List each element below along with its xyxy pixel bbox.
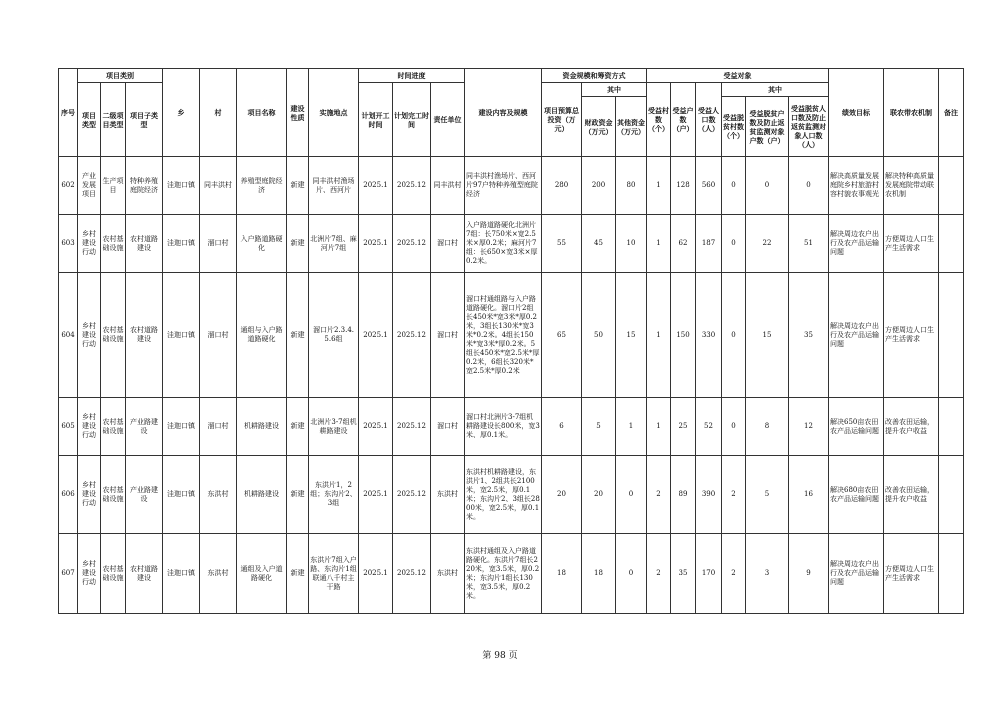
header-budget: 项目预算总投资（万元） — [542, 83, 582, 157]
cell-type: 乡村建设行动 — [78, 215, 101, 273]
cell-budget: 20 — [542, 456, 582, 534]
cell-unit: 东洪村 — [431, 534, 465, 614]
cell-pp: 51 — [789, 215, 829, 273]
cell-end: 2025.12 — [393, 215, 431, 273]
cell-location: 北洲片3-7组机耕路建设 — [309, 398, 359, 456]
cell-link: 方便周边人口生产生活需求 — [884, 534, 939, 614]
cell-town: 洼迦口镇 — [163, 157, 200, 215]
cell-name: 养殖型庭院经济 — [237, 157, 287, 215]
cell-bh: 62 — [671, 215, 696, 273]
header-project-name: 项目名称 — [237, 69, 287, 157]
header-project-type: 项目类型 — [78, 83, 101, 157]
cell-town: 洼迦口镇 — [163, 273, 200, 398]
cell-remarks — [939, 157, 964, 215]
cell-pv: 0 — [722, 215, 746, 273]
header-ben-villages: 受益村数（个） — [647, 83, 671, 157]
cell-bh: 150 — [671, 273, 696, 398]
cell-nature: 新建 — [287, 456, 309, 534]
cell-ph: 15 — [746, 273, 789, 398]
cell-fiscal: 18 — [582, 534, 616, 614]
cell-sub: 农村道路建设 — [126, 273, 163, 398]
cell-start: 2025.1 — [359, 534, 393, 614]
cell-nature: 新建 — [287, 398, 309, 456]
cell-start: 2025.1 — [359, 398, 393, 456]
cell-link: 改善农田运输，提升农户收益 — [884, 398, 939, 456]
cell-nature: 新建 — [287, 215, 309, 273]
cell-end: 2025.12 — [393, 456, 431, 534]
cell-l2: 农村基础设施 — [101, 456, 126, 534]
cell-unit: 溜口村 — [431, 398, 465, 456]
header-poor-villages: 受益脱贫村数（个） — [722, 97, 746, 157]
cell-sub: 农村道路建设 — [126, 215, 163, 273]
table-row — [59, 273, 964, 398]
cell-start: 2025.1 — [359, 157, 393, 215]
cell-end: 2025.12 — [393, 534, 431, 614]
cell-remarks — [939, 273, 964, 398]
cell-town: 洼迦口镇 — [163, 456, 200, 534]
cell-ph: 0 — [746, 157, 789, 215]
cell-l2: 生产项目 — [101, 157, 126, 215]
cell-village: 东洪村 — [200, 534, 237, 614]
cell-location: 北洲片7组、麻河片7组 — [309, 215, 359, 273]
cell-start: 2025.1 — [359, 215, 393, 273]
cell-bp: 330 — [696, 273, 722, 398]
cell-sub: 产业路建设 — [126, 398, 163, 456]
header-location: 实施地点 — [309, 69, 359, 157]
cell-seq: 606 — [59, 456, 78, 534]
cell-name: 通组与入户路道路硬化 — [237, 273, 287, 398]
header-linkage: 联农带农机制 — [884, 69, 939, 157]
cell-end: 2025.12 — [393, 273, 431, 398]
cell-seq: 604 — [59, 273, 78, 398]
table-row — [59, 534, 964, 614]
cell-ph: 8 — [746, 398, 789, 456]
cell-bv: 2 — [647, 534, 671, 614]
cell-budget: 18 — [542, 534, 582, 614]
header-of-which: 其中 — [582, 83, 647, 97]
cell-content: 东洪村机耕路建设，东洪片1、2组共长2100米，宽2.5米，厚0.1米；东沟片2、3组长2800米，宽2.5米，厚0.1米。 — [465, 456, 542, 534]
page-number: 第 98 页 — [482, 651, 518, 661]
cell-name: 机耕路建设 — [237, 398, 287, 456]
cell-l2: 农村基础设施 — [101, 398, 126, 456]
cell-budget: 65 — [542, 273, 582, 398]
header-seq: 序号 — [59, 69, 78, 157]
cell-ph: 5 — [746, 456, 789, 534]
header-other: 其他资金（万元） — [616, 97, 647, 157]
cell-unit: 同丰洪村 — [431, 157, 465, 215]
cell-name: 通组及入户道路硬化 — [237, 534, 287, 614]
cell-type: 乡村建设行动 — [78, 456, 101, 534]
header-township: 乡 — [163, 69, 200, 157]
cell-end: 2025.12 — [393, 398, 431, 456]
cell-other: 0 — [616, 534, 647, 614]
header-level2-type: 二级项目类型 — [101, 83, 126, 157]
cell-pv: 0 — [722, 157, 746, 215]
header-end: 计划完工时间 — [393, 83, 431, 157]
cell-seq: 605 — [59, 398, 78, 456]
cell-location: 溜口片2.3.4.5.6组 — [309, 273, 359, 398]
header-start: 计划开工时间 — [359, 83, 393, 157]
header-sub-type: 项目子类型 — [126, 83, 163, 157]
table-row — [59, 157, 964, 215]
header-project-category: 项目类别 — [78, 69, 163, 83]
cell-village: 同丰洪村 — [200, 157, 237, 215]
cell-goal: 解决周边农户出行及农产品运输问题 — [829, 215, 884, 273]
cell-unit: 溜口村 — [431, 215, 465, 273]
cell-town: 洼迦口镇 — [163, 215, 200, 273]
cell-other: 1 — [616, 398, 647, 456]
cell-content: 溜口村北洲片3-7组机耕路建设长800米，宽3米、厚0.1米。 — [465, 398, 542, 456]
header-of-which-2: 其中 — [722, 83, 829, 97]
header-ben-population: 受益人口数（人） — [696, 83, 722, 157]
cell-location: 东洪片1，2组；东沟片2、3组 — [309, 456, 359, 534]
cell-type: 乡村建设行动 — [78, 534, 101, 614]
cell-bv: 1 — [647, 273, 671, 398]
cell-bp: 170 — [696, 534, 722, 614]
cell-goal: 解决周边农户出行及农产品运输问题 — [829, 534, 884, 614]
cell-pv: 2 — [722, 456, 746, 534]
cell-type: 产业发展项目 — [78, 157, 101, 215]
cell-remarks — [939, 534, 964, 614]
cell-location: 同丰洪村渔场片、西河片 — [309, 157, 359, 215]
cell-town: 洼迦口镇 — [163, 398, 200, 456]
header-ben-households: 受益户数（户） — [671, 83, 696, 157]
cell-sub: 产业路建设 — [126, 456, 163, 534]
header-beneficiaries: 受益对象 — [647, 69, 829, 83]
cell-other: 10 — [616, 215, 647, 273]
cell-village: 溜口村 — [200, 273, 237, 398]
cell-content: 东洪村通组及入户路道路硬化。东洪片7组长220米，宽3.5米，厚0.2米；东沟片1组长130米，宽3.5米，厚0.2米。 — [465, 534, 542, 614]
cell-goal: 解决650亩农田农产品运输问题 — [829, 398, 884, 456]
table-row — [59, 456, 964, 534]
cell-pv: 0 — [722, 398, 746, 456]
cell-bp: 52 — [696, 398, 722, 456]
cell-fiscal: 50 — [582, 273, 616, 398]
cell-content: 溜口村通组路与入户路道路硬化。溜口片2组长450米*宽3米*厚0.2米，3组长130米*宽3米*0.2米。4组长150米*宽3米*厚0.2米。5组长450米*宽2.5米*厚0.2米，6组长320米*宽2.5米*厚0.2米 — [465, 273, 542, 398]
cell-goal: 解决680亩农田农产品运输问题 — [829, 456, 884, 534]
cell-other: 0 — [616, 456, 647, 534]
cell-bh: 35 — [671, 534, 696, 614]
cell-name: 入户路道路硬化 — [237, 215, 287, 273]
cell-fiscal: 200 — [582, 157, 616, 215]
table-row — [59, 398, 964, 456]
header-goal: 绩效目标 — [829, 69, 884, 157]
cell-l2: 农村基础设施 — [101, 273, 126, 398]
cell-bh: 89 — [671, 456, 696, 534]
cell-seq: 607 — [59, 534, 78, 614]
cell-name: 机耕路建设 — [237, 456, 287, 534]
cell-town: 洼迦口镇 — [163, 534, 200, 614]
cell-sub: 特种养殖庭院经济 — [126, 157, 163, 215]
cell-pv: 2 — [722, 534, 746, 614]
cell-bp: 390 — [696, 456, 722, 534]
cell-nature: 新建 — [287, 273, 309, 398]
cell-content: 同丰洪村渔场片、西河片97户特种养殖型庭院经济 — [465, 157, 542, 215]
cell-budget: 6 — [542, 398, 582, 456]
cell-budget: 55 — [542, 215, 582, 273]
cell-remarks — [939, 398, 964, 456]
cell-other: 80 — [616, 157, 647, 215]
cell-seq: 603 — [59, 215, 78, 273]
cell-l2: 农村基础设施 — [101, 534, 126, 614]
cell-type: 乡村建设行动 — [78, 398, 101, 456]
cell-remarks — [939, 456, 964, 534]
cell-goal: 解决周边农户出行及农产品运输问题 — [829, 273, 884, 398]
cell-nature: 新建 — [287, 157, 309, 215]
cell-pp: 35 — [789, 273, 829, 398]
cell-ph: 3 — [746, 534, 789, 614]
cell-village: 溜口村 — [200, 215, 237, 273]
cell-fiscal: 20 — [582, 456, 616, 534]
cell-content: 入户路道路硬化北洲片7组：长750米×宽2.5米×厚0.2米；麻河片7组：长650×宽3米×厚0.2米。 — [465, 215, 542, 273]
cell-village: 溜口村 — [200, 398, 237, 456]
header-nature: 建设性质 — [287, 69, 309, 157]
cell-nature: 新建 — [287, 534, 309, 614]
cell-bv: 2 — [647, 456, 671, 534]
cell-link: 方便周边人口生产生活需求 — [884, 215, 939, 273]
cell-bp: 187 — [696, 215, 722, 273]
cell-link: 改善农田运输，提升农户收益 — [884, 456, 939, 534]
cell-link: 解决特种高质量发展庭院带动联农机制 — [884, 157, 939, 215]
header-funding: 资金规模和筹资方式 — [542, 69, 647, 83]
header-poor-households: 受益脱贫户数及防止返贫监测对象户数（户） — [746, 97, 789, 157]
cell-ph: 22 — [746, 215, 789, 273]
cell-unit: 溜口村 — [431, 273, 465, 398]
cell-link: 方便周边人口生产生活需求 — [884, 273, 939, 398]
cell-pv: 0 — [722, 273, 746, 398]
cell-bh: 25 — [671, 398, 696, 456]
cell-type: 乡村建设行动 — [78, 273, 101, 398]
cell-unit: 东洪村 — [431, 456, 465, 534]
cell-pp: 16 — [789, 456, 829, 534]
cell-bv: 1 — [647, 157, 671, 215]
cell-budget: 280 — [542, 157, 582, 215]
cell-pp: 0 — [789, 157, 829, 215]
header-remarks: 备注 — [939, 69, 964, 157]
cell-pp: 9 — [789, 534, 829, 614]
cell-pp: 12 — [789, 398, 829, 456]
header-poor-population: 受益脱贫人口数及防止返贫监测对象人口数（人） — [789, 97, 829, 157]
header-schedule: 时间进度 — [359, 69, 465, 83]
cell-fiscal: 45 — [582, 215, 616, 273]
cell-start: 2025.1 — [359, 456, 393, 534]
cell-fiscal: 5 — [582, 398, 616, 456]
cell-remarks — [939, 215, 964, 273]
cell-goal: 解决高质量发展庭院乡村旅游村容村貌农事观光 — [829, 157, 884, 215]
cell-location: 东洪片7组入户路、东沟片1组联通八千村主干路 — [309, 534, 359, 614]
project-table — [58, 68, 964, 614]
header-fiscal: 财政资金（万元） — [582, 97, 616, 157]
header-unit: 责任单位 — [431, 83, 465, 157]
cell-sub: 农村道路建设 — [126, 534, 163, 614]
cell-other: 15 — [616, 273, 647, 398]
cell-bv: 1 — [647, 398, 671, 456]
cell-village: 东洪村 — [200, 456, 237, 534]
cell-l2: 农村基础设施 — [101, 215, 126, 273]
cell-seq: 602 — [59, 157, 78, 215]
table-row — [59, 215, 964, 273]
header-content: 建设内容及规模 — [465, 69, 542, 157]
cell-bh: 128 — [671, 157, 696, 215]
header-village: 村 — [200, 69, 237, 157]
cell-start: 2025.1 — [359, 273, 393, 398]
cell-bp: 560 — [696, 157, 722, 215]
cell-bv: 1 — [647, 215, 671, 273]
cell-end: 2025.12 — [393, 157, 431, 215]
